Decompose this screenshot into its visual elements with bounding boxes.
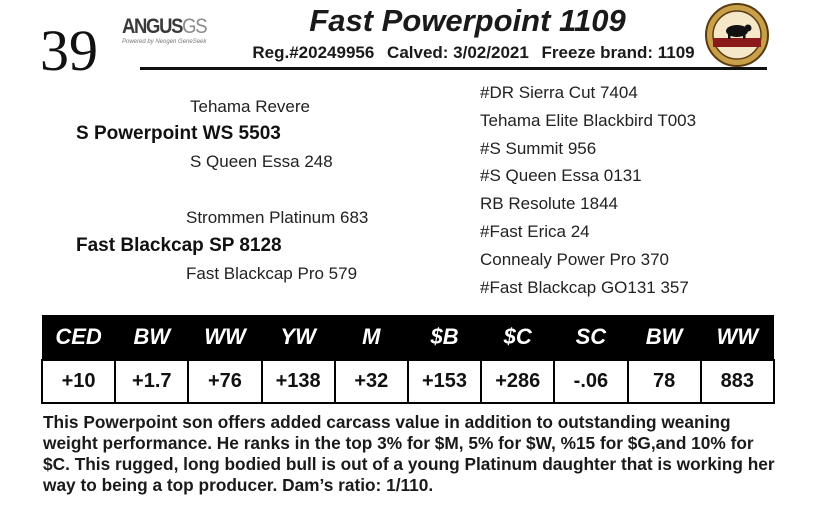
logo-subtext: Powered by Neogen GeneSeek: [122, 39, 207, 45]
dam-dam: Fast Blackcap Pro 579: [186, 264, 358, 283]
sire: S Powerpoint WS 5503: [76, 123, 281, 144]
epd-header-actual-ww: WW: [701, 315, 774, 360]
sire-dam: S Queen Essa 248: [190, 152, 333, 171]
epd-value-row: [42, 360, 774, 403]
dam: Fast Blackcap SP 8128: [76, 235, 282, 256]
epd-header-m: M: [335, 315, 408, 360]
epd-value-sc: -.06: [554, 360, 627, 403]
epd-value-c-index: +286: [481, 360, 554, 403]
epd-value-actual-ww: 883: [701, 360, 774, 403]
angus-gs-logo: [122, 16, 222, 56]
registration-line: [236, 43, 711, 63]
epd-header-actual-bw: BW: [628, 315, 701, 360]
freeze-brand: Freeze brand: 1109: [541, 43, 695, 62]
great-grandparent-8: #Fast Blackcap GO131 357: [480, 278, 689, 297]
epd-value-b-index: +153: [408, 360, 481, 403]
epd-header-c-index: $C: [481, 315, 554, 360]
breed-seal-icon: [704, 2, 770, 68]
sire-sire: Tehama Revere: [190, 97, 311, 116]
epd-header-sc: SC: [554, 315, 627, 360]
lot-description: This Powerpoint son offers added carcass value in addition to outstanding weaning weight performance. He ranks in the top 3% for $M, 5% for $W, %15 for $G,and 10% for $C. This rugged, long bodied bull is out of a young Platinum daughter that is working her way to being a top producer. Dam’s ratio: 1/110.: [43, 412, 775, 495]
epd-header-yw: YW: [262, 315, 335, 360]
epd-value-ced: +10: [42, 360, 115, 403]
epd-value-m: +32: [335, 360, 408, 403]
calved-date: Calved: 3/02/2021: [387, 43, 529, 62]
great-grandparent-1: #DR Sierra Cut 7404: [480, 83, 638, 102]
header-divider: [140, 67, 767, 70]
great-grandparent-6: #Fast Erica 24: [480, 222, 590, 241]
logo-text-gs: GS: [182, 15, 207, 38]
epd-table: [41, 315, 775, 404]
epd-value-ww: +76: [188, 360, 261, 403]
great-grandparent-2: Tehama Elite Blackbird T003: [480, 111, 697, 130]
epd-header-b-index: $B: [408, 315, 481, 360]
epd-value-yw: +138: [262, 360, 335, 403]
logo-text-main: ANGUS: [122, 15, 183, 38]
epd-header-ced: CED: [42, 315, 115, 360]
animal-name-title: Fast Powerpoint 1109: [309, 3, 626, 38]
epd-header-bw: BW: [115, 315, 188, 360]
lot-number: 39: [40, 18, 98, 83]
great-grandparent-4: #S Queen Essa 0131: [480, 166, 642, 185]
epd-header-ww: WW: [188, 315, 261, 360]
epd-header-row: [42, 315, 774, 360]
great-grandparent-7: Connealy Power Pro 370: [480, 250, 670, 269]
dam-sire: Strommen Platinum 683: [186, 208, 369, 227]
great-grandparent-3: #S Summit 956: [480, 139, 597, 158]
great-grandparent-5: RB Resolute 1844: [480, 194, 618, 213]
epd-value-actual-bw: 78: [628, 360, 701, 403]
epd-value-bw: +1.7: [115, 360, 188, 403]
registration-number: Reg.#20249956: [252, 43, 375, 62]
